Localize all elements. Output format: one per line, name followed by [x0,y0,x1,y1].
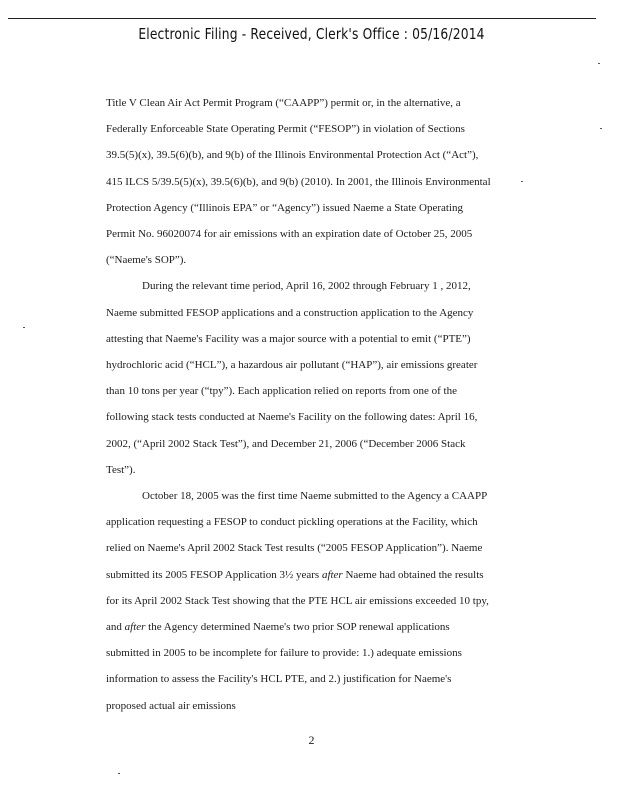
scan-speck [521,181,523,182]
paragraph-relevant-period: During the relevant time period, April 16, 2002 through February 1 , 2012, Naeme submitted FESOP applications and a construction application to the Agency attesting that Naeme's Facility was a major source with a potential to emit (“PTE”) hydrochloric acid (“HCL”), a hazardous air pollutant (“HAP”), air emissions greater than 10 tons per year (“tpy”). Each application relied on reports from one of the following stack tests conducted at Naeme's Facility on the following dates: April 16, 2002, (“April 2002 Stack Test”), and December 21, 2006 (“December 2006 Stack Test”). [106,280,478,476]
paragraph-2005-fesop [106,483,494,719]
emphasis-after: after [321,568,343,581]
emphasis-after: after [124,621,146,634]
page-number: 2 [308,733,315,747]
filing-stamp: Electronic Filing - Received, Clerk's Office : 05/16/2014 [138,25,485,43]
scan-speck [598,63,600,64]
paragraph-continuation: Title V Clean Air Act Permit Program (“CAAPP”) permit or, in the alternative, a Federally Enforceable State Operating Permit (“FESOP”) in violation of Sections 39.5(5)(x), 39.5(6)(b), and 9(b) of the Illinois Environmental Protection Act (“Act”), 415 ILCS 5/39.5(5)(x), 39.5(6)(b), and 9(b) (2010). In 2001, the Illinois Environmental Protection Agency (“Illinois EPA” or “Agency”) issued Naeme a State Operating Permit No. 96020074 for air emissions with an expiration date of October 25, 2005 (“Naeme's SOP”). [106,97,491,267]
paragraph-text: October 18, 2005 was the first time Naeme submitted to the Agency a CAAPP application requesting a FESOP to conduct pickling operations at the Facility, which relied on Naeme's April 2002 Stack Test results (“2005 FESOP Application”). Naeme submitted its 2005 FESOP Application 3½ years [106,490,487,581]
header-rule [8,18,596,19]
scan-speck [118,773,120,774]
paragraph-text: the Agency determined Naeme's two prior SOP renewal applications submitted in 2005 to be incomplete for failure to provide: 1.) adequate emissions information to assess the Facility's HCL PTE, and 2.) justification for Naeme's proposed actual air emissions [106,621,462,712]
scan-speck [23,327,25,328]
scan-speck [600,128,602,129]
document-body [106,90,494,719]
paragraph-text: Naeme had obtained the results for its April 2002 Stack Test showing that the PTE HCL air emissions exceeded 10 tpy, and [106,568,489,634]
